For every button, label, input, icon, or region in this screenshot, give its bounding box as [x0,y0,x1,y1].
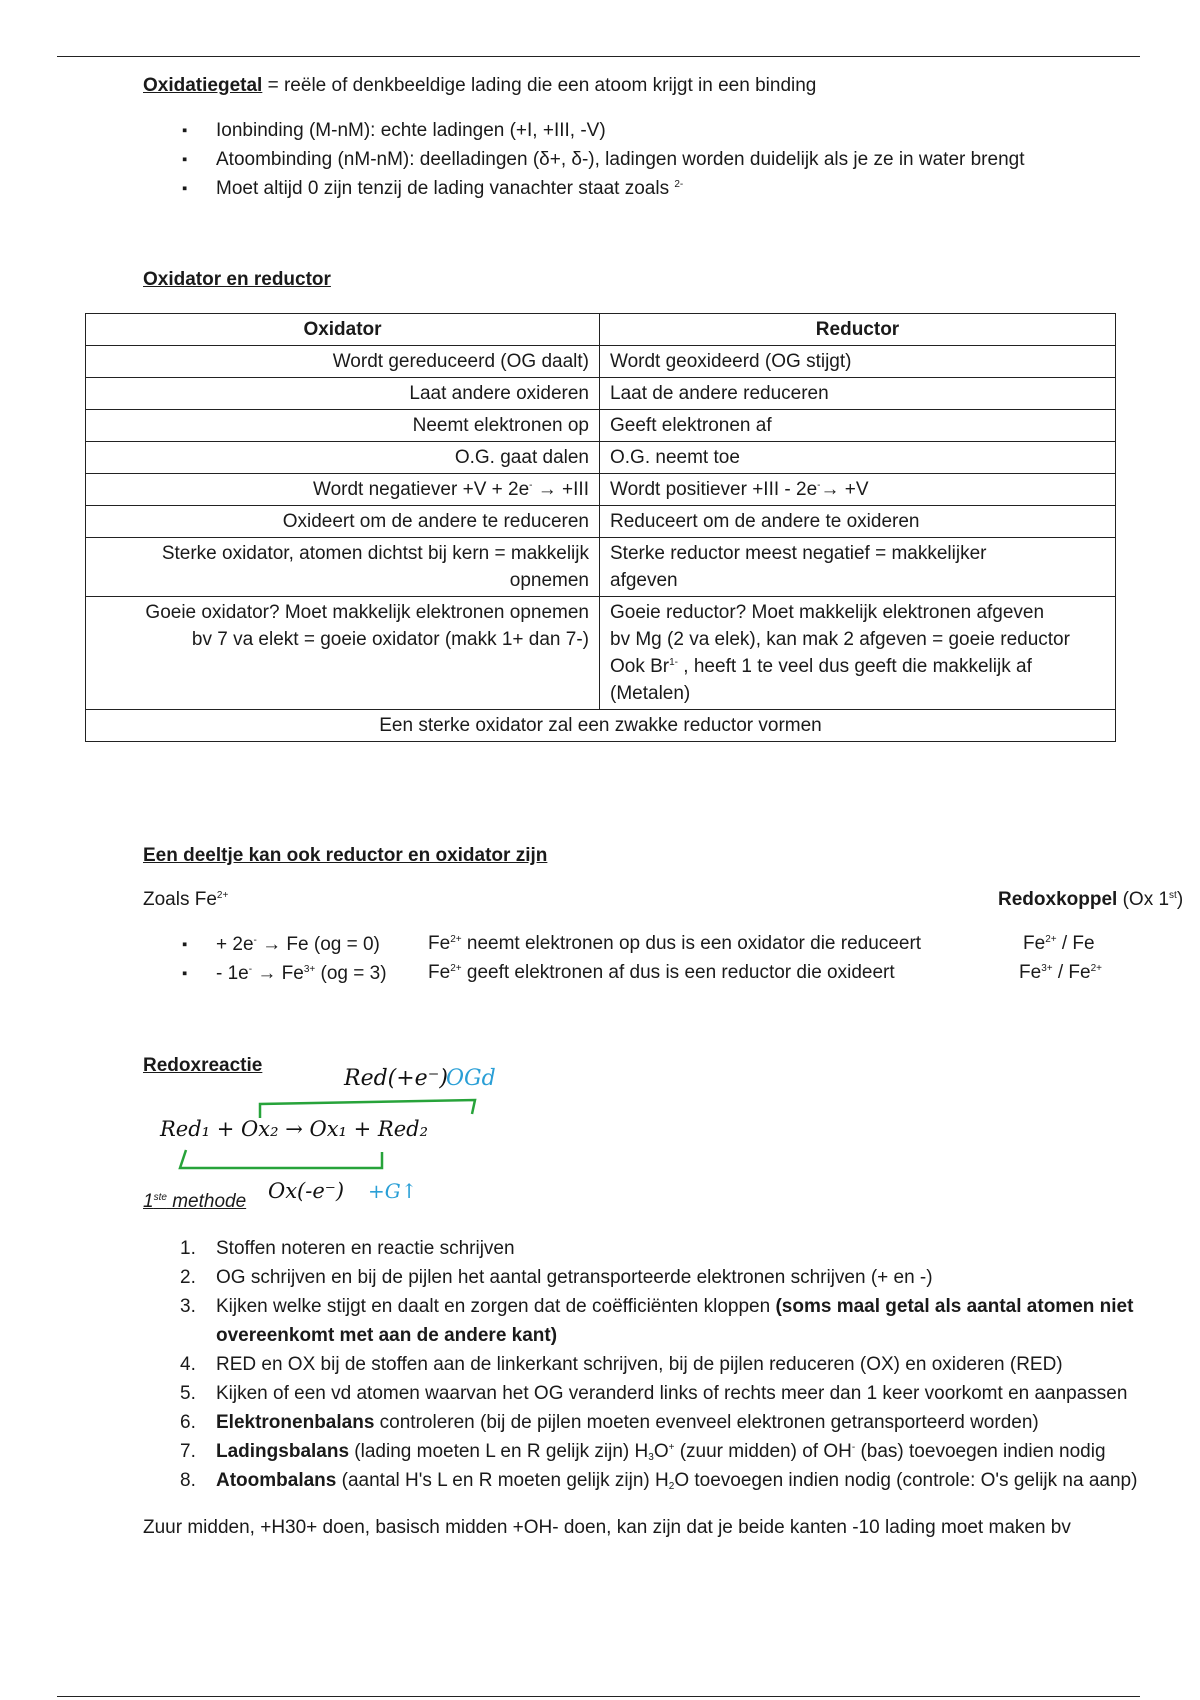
table-row [86,442,1116,474]
step-text: Stoffen noteren en reactie schrijven [216,1238,515,1259]
list-item [180,1379,1190,1408]
table-row [86,597,1116,710]
heading-deeltje: Een deeltje kan ook reductor en oxidator zijn [143,845,548,866]
step-number: 3. [180,1296,196,1317]
table-cell [86,597,600,710]
superscript: - [529,480,533,491]
superscript: 3+ [1041,963,1053,974]
table-cell [600,538,1116,597]
closing-note: Zuur midden, +H30+ doen, basisch midden +OH- doen, kan zijn dat je beide kanten -10 lading moet maken bv [143,1517,1071,1538]
table-cell: Wordt geoxideerd (OG stijgt) [600,346,1116,378]
step-text: (aantal H's L en R moeten gelijk zijn) H [336,1470,669,1491]
superscript: - [817,480,821,491]
cell-line [610,653,1105,680]
table-cell [86,474,600,506]
table-cell: O.G. neemt toe [600,442,1116,474]
cell-text: → +V [820,479,869,500]
step-number: 4. [180,1354,196,1375]
column-header-reductor: Reductor [600,314,1116,346]
superscript: - [253,935,257,946]
bullet-text: Atoombinding (nM-nM): deelladingen (δ+, δ-), ladingen worden duidelijk als je ze in water brengt [216,149,1025,170]
redoxkoppel-text: ) [1176,889,1184,910]
step-number: 6. [180,1412,196,1433]
cell-line: bv 7 va elekt = goeie oxidator (makk 1+ dan 7-) [191,629,589,650]
fe-explanation-2 [428,959,895,987]
step-number: 2. [180,1267,196,1288]
subscript: 3 [648,1452,654,1463]
cell-line: Goeie oxidator? Moet makkelijk elektronen opnemen [145,602,589,623]
cell-text: Ook Br [610,656,670,677]
step-number: 1. [180,1238,196,1259]
list-item [180,1466,1190,1495]
step-bold-text: Atoombalans [216,1470,337,1491]
table-cell [600,474,1116,506]
superscript: - [248,964,253,975]
cell-line: Goeie reductor? Moet makkelijk elektronen afgeven [610,602,1045,623]
explanation-text: geeft elektronen af dus is een reductor die oxideert [461,962,895,983]
zoals-text: Zoals Fe [143,889,217,910]
definition-text: = reële of denkbeeldige lading die een atoom krijgt in een binding [262,75,817,96]
explanation-text: Fe [428,962,451,983]
hand-bottom-label: Ox(-e⁻) [268,1179,345,1203]
step-number: 8. [180,1470,196,1491]
cell-text: → +III [532,479,589,500]
heading-redoxreactie: Redoxreactie [143,1055,263,1076]
bullet-text: - 1e [216,963,249,984]
bullet-text: Moet altijd 0 zijn tenzij de lading vanachter staat zoals [216,178,675,199]
superscript: + [668,1442,675,1453]
cell-line: opnemen [509,570,589,591]
list-item [180,930,387,959]
table-cell: Wordt gereduceerd (OG daalt) [86,346,600,378]
cell-line: Sterke oxidator, atomen dichtst bij kern = makkelijk [161,543,589,564]
fe-explanation-1 [428,930,921,958]
redoxkoppel-text: (Ox 1 [1117,889,1170,910]
table-cell: Neemt elektronen op [86,410,600,442]
bullet-text: → Fe [252,963,304,984]
step-bold-text: Elektronenbalans [216,1412,375,1433]
superscript: st [1169,890,1177,901]
table-cell: O.G. gaat dalen [86,442,600,474]
hand-top-label: Red(+e⁻) [344,1066,448,1091]
table-cell [86,538,600,597]
cell-line: afgeven [610,570,678,591]
subscript: 2 [668,1481,675,1492]
table-cell: Oxideert om de andere te reduceren [86,506,600,538]
zoals-line [143,886,228,914]
top-rule [57,56,1140,57]
table-row [86,378,1116,410]
list-item [180,1292,1190,1350]
step-text: RED en OX bij de stoffen aan de linkerkant schrijven, bij de pijlen reduceren (OX) en oxideren (RED) [216,1354,1063,1375]
superscript: 2+ [1045,934,1057,945]
couple-text: / Fe [1056,933,1095,954]
method-number: 1 [143,1191,154,1212]
table-row [86,538,1116,597]
step-text: (lading moeten L en R gelijk zijn) H [349,1441,649,1462]
step-text: controleren (bij de pijlen moeten evenveel elektronen getransporteerd worden) [374,1412,1039,1433]
method-heading [143,1188,246,1216]
hand-bottom-blue: +G↑ [368,1179,418,1203]
table-cell: Geeft elektronen af [600,410,1116,442]
superscript: 2+ [216,890,229,901]
list-item [180,1234,1190,1263]
explanation-text: neemt elektronen op dus is een oxidator die reduceert [461,933,922,954]
superscript: - [851,1442,856,1453]
heading-oxidator-reductor: Oxidator en reductor [143,269,331,290]
step-text: OG schrijven en bij de pijlen het aantal getransporteerde elektronen schrijven (+ en -) [216,1267,933,1288]
couple-text: Fe [1019,962,1042,983]
list-item [180,1408,1190,1437]
step-text: (bas) toevoegen indien nodig [855,1441,1106,1462]
cell-line: (Metalen) [610,683,691,704]
bullet-text: + 2e [216,934,254,955]
bullet-text: (og = 3) [315,963,387,984]
table-row [86,474,1116,506]
cell-text: Wordt positiever +III - 2e [610,479,818,500]
fe-bullets [180,930,387,988]
cell-line: bv Mg (2 va elek), kan mak 2 afgeven = goeie reductor [610,629,1070,650]
column-header-oxidator: Oxidator [86,314,600,346]
superscript: 2+ [450,934,462,945]
table-row [86,346,1116,378]
redoxkoppel-2 [1019,959,1102,987]
oxidation-bullets [180,116,1025,203]
superscript: 2+ [1090,963,1103,974]
cell-text: , heeft 1 te veel dus geeft die makkelijk af [678,656,1032,677]
list-item [180,1437,1190,1466]
green-bracket-bottom [180,1150,382,1168]
superscript: ste [153,1192,167,1203]
list-item [180,145,1025,174]
redoxkoppel-bold: Redoxkoppel [998,889,1118,910]
bullet-text: → Fe (og = 0) [256,934,380,955]
list-item [180,174,1025,203]
redoxkoppel-label [998,886,1183,914]
hand-equation: Red₁ + Ox₂ → Ox₁ + Red₂ [160,1117,428,1141]
table-footer-row [86,710,1116,742]
table-cell: Laat de andere reduceren [600,378,1116,410]
couple-text: / Fe [1052,962,1091,983]
step-text: O [653,1441,669,1462]
bottom-rule [57,1696,1140,1697]
green-bracket-top [260,1100,475,1118]
list-item [180,1350,1190,1379]
table-header-row [86,314,1116,346]
list-item [180,1263,1190,1292]
superscript: 2- [674,179,684,190]
explanation-text: Fe [428,933,451,954]
superscript: 2+ [450,963,462,974]
step-number: 5. [180,1383,196,1404]
couple-text: Fe [1023,933,1046,954]
hand-top-blue: OGd [446,1066,496,1091]
term-oxidatiegetal: Oxidatiegetal [143,75,263,96]
list-item [180,959,387,988]
table-row [86,506,1116,538]
method-steps [180,1234,1190,1495]
cell-line: Sterke reductor meest negatief = makkelijker [610,543,987,564]
step-bold-text: (soms maal getal als aantal atomen niet overeenkomt met aan de andere kant) [216,1296,1134,1346]
step-text: Kijken welke stijgt en daalt en zorgen dat de coëfficiënten kloppen [216,1296,776,1317]
definition-line [143,72,816,100]
table-row [86,410,1116,442]
step-number: 7. [180,1441,196,1462]
redoxkoppel-1 [1023,930,1095,958]
superscript: 1- [669,657,679,668]
cell-text: Wordt negatiever +V + 2e [312,479,530,500]
step-text: Kijken of een vd atomen waarvan het OG veranderd links of rechts meer dan 1 keer voorkomt en aanpassen [216,1383,1128,1404]
superscript: 3+ [303,964,316,975]
table-footer-cell: Een sterke oxidator zal een zwakke reductor vormen [86,710,1116,742]
table-cell: Laat andere oxideren [86,378,600,410]
table-cell: Reduceert om de andere te oxideren [600,506,1116,538]
step-text: (zuur midden) of OH [674,1441,852,1462]
table-cell [600,597,1116,710]
oxidator-reductor-table [85,313,1116,742]
list-item [180,116,1025,145]
bullet-text: Ionbinding (M-nM): echte ladingen (+I, +III, -V) [216,120,606,141]
method-text: methode [166,1191,247,1212]
step-bold-text: Ladingsbalans [216,1441,350,1462]
step-text: O toevoegen indien nodig (controle: O's gelijk na aanp) [674,1470,1138,1491]
